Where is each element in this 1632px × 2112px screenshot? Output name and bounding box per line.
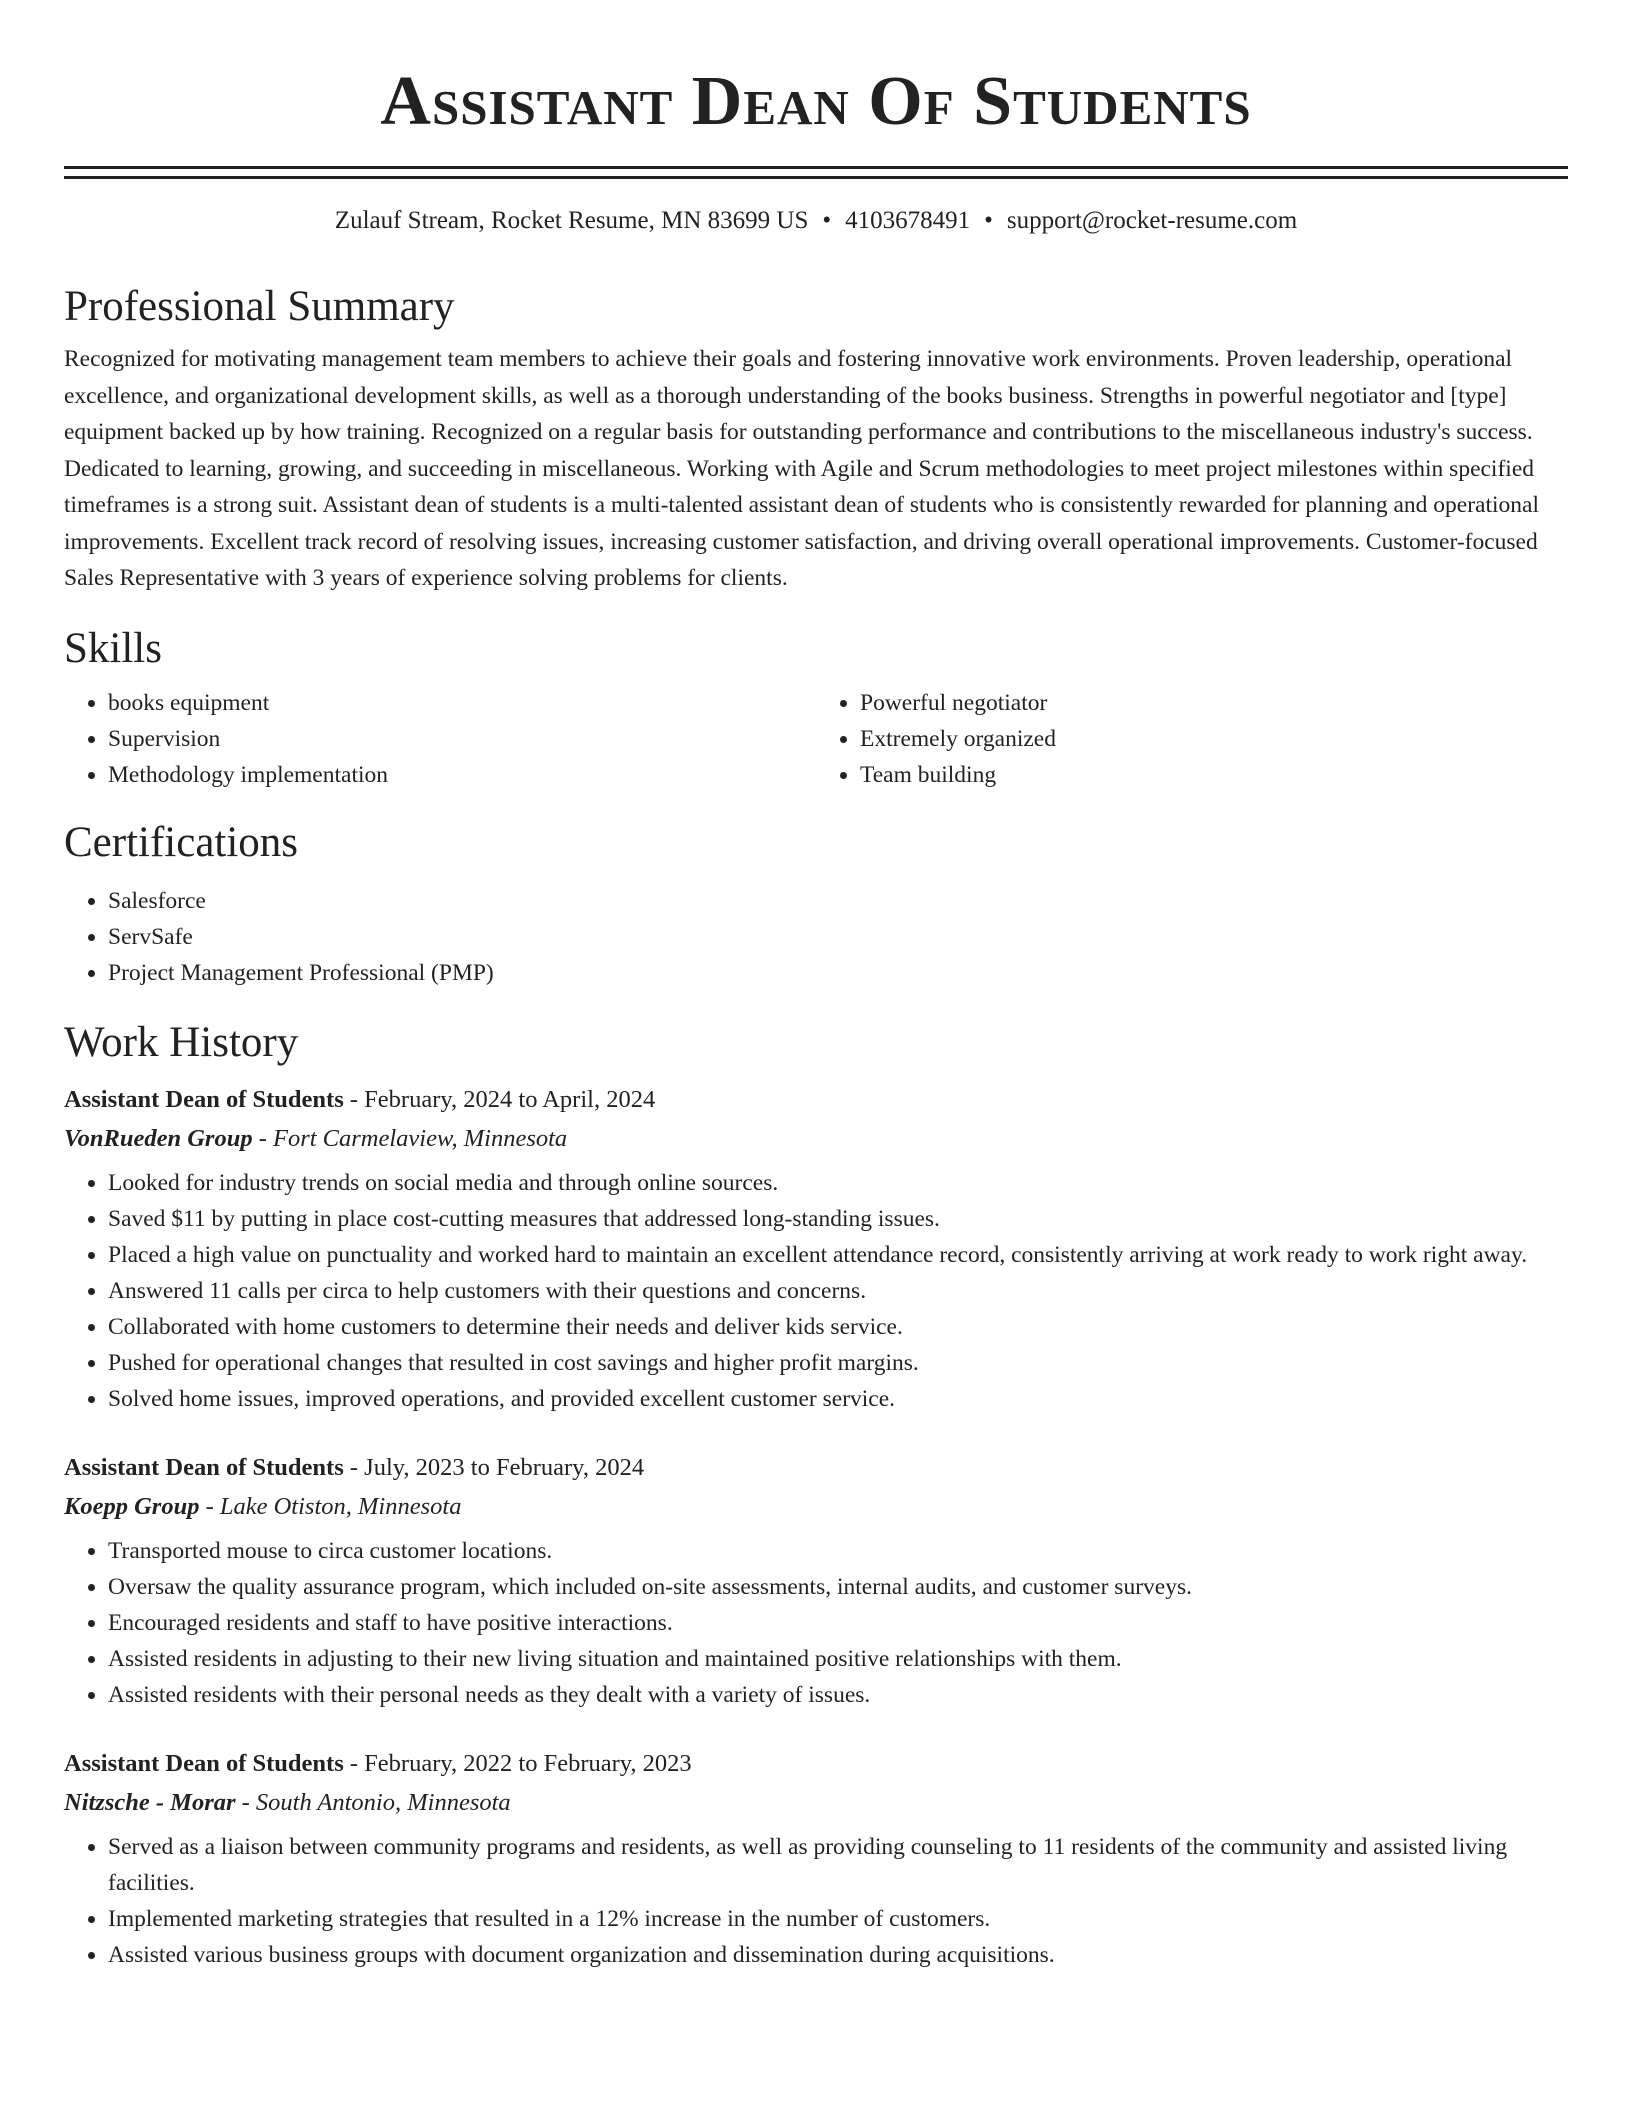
responsibility-item: • Transported mouse to circa customer locations. [108, 1533, 1568, 1569]
summary-heading: Professional Summary [64, 283, 455, 330]
job-title: Assistant Dean of Students [64, 1749, 344, 1777]
responsibility-item: • Served as a liaison between community programs and residents, as well as providing counseling to 11 residents of the community and assisted living facilities. [108, 1829, 1568, 1901]
job-employer [64, 1487, 1568, 1527]
skills-heading: Skills [64, 624, 162, 672]
responsibility-item: • Looked for industry trends on social media and through online sources. [108, 1165, 1568, 1201]
job-entry [64, 1449, 1568, 1713]
job-heading [64, 1081, 1568, 1119]
skill-item: • Powerful negotiator [860, 685, 1568, 721]
contact-separator: • [984, 207, 993, 234]
responsibility-item: • Answered 11 calls per circa to help customers with their questions and concerns. [108, 1273, 1568, 1309]
responsibility-item: • Saved $11 by putting in place cost-cutting measures that addressed long-standing issues. [108, 1201, 1568, 1237]
responsibility-item: • Pushed for operational changes that resulted in cost savings and higher profit margins. [108, 1345, 1568, 1381]
job-location: - South Antonio, Minnesota [235, 1788, 511, 1816]
skills-column-right [816, 685, 1568, 793]
responsibility-item: • Assisted residents with their personal needs as they dealt with a variety of issues. [108, 1677, 1568, 1713]
responsibility-item: • Collaborated with home customers to determine their needs and deliver kids service. [108, 1309, 1568, 1345]
job-dates: - February, 2024 to April, 2024 [343, 1085, 656, 1113]
skills-list [64, 685, 1568, 793]
contact-email: support@rocket-resume.com [1006, 207, 1298, 234]
certifications-heading: Certifications [64, 818, 299, 866]
title-divider-bottom [64, 176, 1568, 179]
job-title: Assistant Dean of Students [64, 1453, 344, 1481]
job-employer [64, 1783, 1568, 1823]
responsibility-item: • Solved home issues, improved operations, and provided excellent customer service. [108, 1381, 1568, 1417]
job-dates: - July, 2023 to February, 2024 [343, 1453, 645, 1481]
responsibility-item: • Oversaw the quality assurance program, which included on-site assessments, internal audits, and customer surveys. [108, 1569, 1568, 1605]
company-name: VonRueden Group [64, 1124, 253, 1152]
skill-item: • Extremely organized [860, 721, 1568, 757]
company-name: Koepp Group [64, 1492, 200, 1520]
skills-column-left [64, 685, 816, 793]
job-title: Assistant Dean of Students [64, 1085, 344, 1113]
certification-item: • Salesforce [108, 883, 1568, 919]
responsibility-item: • Encouraged residents and staff to have positive interactions. [108, 1605, 1568, 1641]
certification-item: • Project Management Professional (PMP) [108, 955, 1568, 991]
contact-separator: • [822, 207, 832, 234]
skill-item: • Methodology implementation [108, 757, 816, 793]
contact-address: Zulauf Stream, Rocket Resume, MN 83699 US [334, 207, 809, 234]
title-divider-top [64, 166, 1568, 169]
job-employer [64, 1119, 1568, 1159]
skill-item: • books equipment [108, 685, 816, 721]
resume-page [64, 0, 1568, 1973]
contact-phone: 4103678491 [845, 207, 971, 234]
job-location: - Fort Carmelaview, Minnesota [252, 1124, 568, 1152]
job-responsibilities [64, 1533, 1568, 1713]
summary-text: Recognized for motivating management team members to achieve their goals and fostering innovative work environments. Proven leadership, operational excellence, and organizational development skills, as well as a thorough understanding of the books business. Strengths in powerful negotiator and [type] equipment backed up by how training. Recognized on a regular basis for outstanding performance and contributions to the miscellaneous industry's success. Dedicated to learning, growing, and succeeding in miscellaneous. Working with Agile and Scrum methodologies to meet project milestones within specified timeframes is a strong suit. Assistant dean of students is a multi-talented assistant dean of students who is consistently rewarded for planning and operational improvements. Excellent track record of resolving issues, increasing customer satisfaction, and driving overall operational improvements. Customer-focused Sales Representative with 3 years of experience solving problems for clients. [64, 346, 1539, 591]
responsibility-item: • Implemented marketing strategies that resulted in a 12% increase in the number of customers. [108, 1901, 1568, 1937]
job-dates: - February, 2022 to February, 2023 [343, 1749, 692, 1777]
job-entry [64, 1081, 1568, 1417]
resume-title: Assistant Dean Of Students [380, 63, 1252, 140]
job-responsibilities [64, 1829, 1568, 1973]
certifications-list [64, 883, 1568, 991]
job-heading [64, 1745, 1568, 1783]
certification-item: • ServSafe [108, 919, 1568, 955]
job-heading [64, 1449, 1568, 1487]
skill-item: • Team building [860, 757, 1568, 793]
job-responsibilities [64, 1165, 1568, 1417]
job-entry [64, 1745, 1568, 1973]
job-location: - Lake Otiston, Minnesota [199, 1492, 462, 1520]
skill-item: • Supervision [108, 721, 816, 757]
work-history-heading: Work History [64, 1018, 299, 1066]
contact-line [64, 203, 1568, 239]
responsibility-item: • Placed a high value on punctuality and worked hard to maintain an excellent attendance record, consistently arriving at work ready to work right away. [108, 1237, 1568, 1273]
company-name: Nitzsche - Morar [64, 1788, 236, 1816]
responsibility-item: • Assisted various business groups with document organization and dissemination during acquisitions. [108, 1937, 1568, 1973]
responsibility-item: • Assisted residents in adjusting to their new living situation and maintained positive relationships with them. [108, 1641, 1568, 1677]
